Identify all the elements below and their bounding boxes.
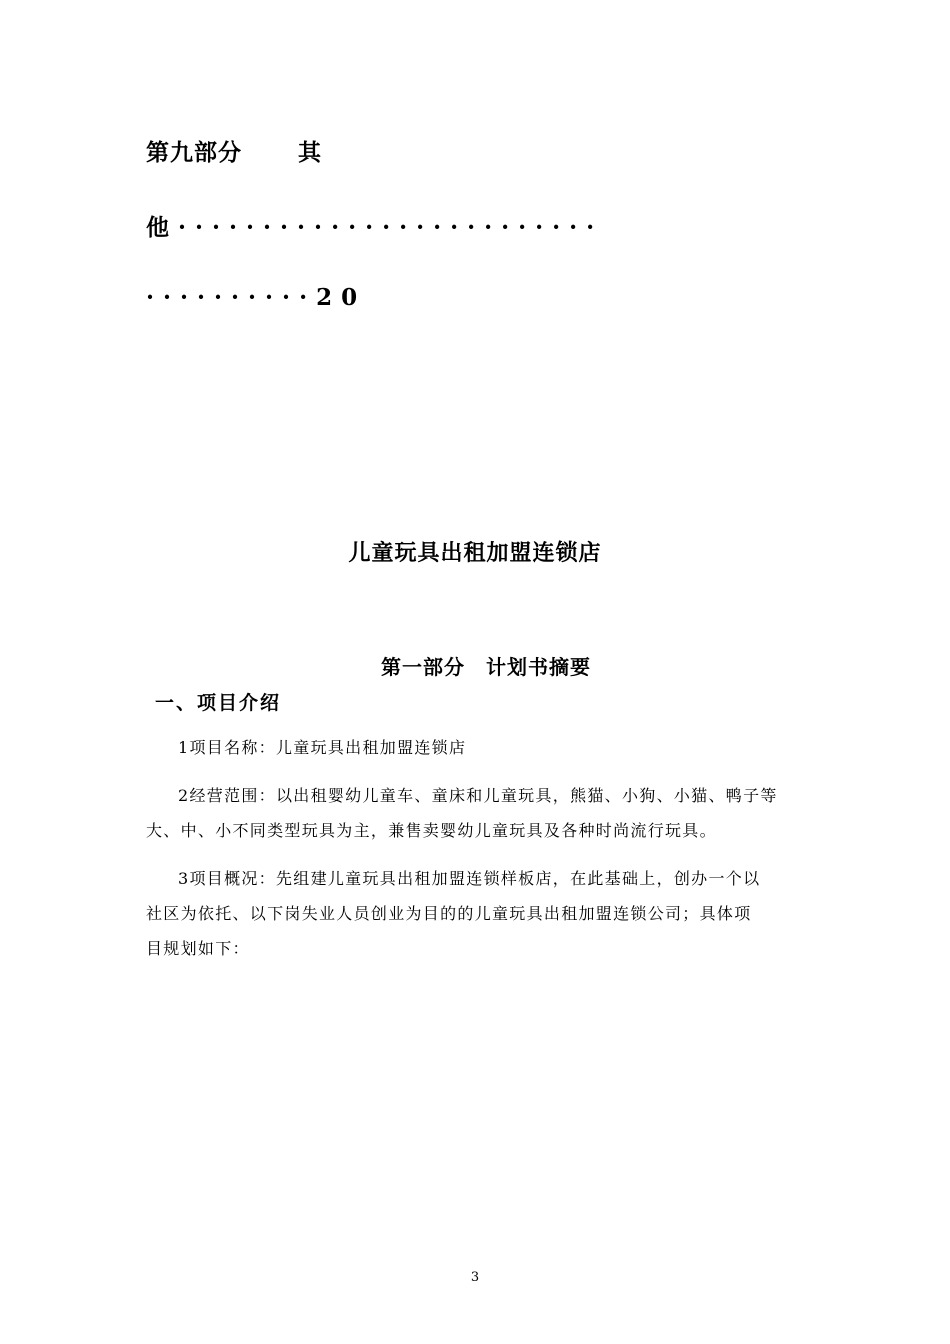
paragraph-item-2-line-1: 2经营范围：以出租婴幼儿童车、童床和儿童玩具，熊猫、小狗、小猫、鸭子等 [178, 786, 778, 805]
paragraph-item-1: 1项目名称：儿童玩具出租加盟连锁店 [178, 738, 467, 757]
toc-leader-line: 他························· [146, 214, 604, 241]
document-title: 儿童玩具出租加盟连锁店 [348, 540, 602, 566]
part-title: 第一部分 计划书摘要 [381, 655, 591, 679]
paragraph-item-2-line-2: 大、中、小不同类型玩具为主，兼售卖婴幼儿童玩具及各种时尚流行玩具。 [146, 821, 717, 840]
paragraph-item-3-line-1: 3项目概况：先组建儿童玩具出租加盟连锁样板店，在此基础上，创办一个以 [178, 869, 761, 888]
paragraph-item-3-line-2: 社区为依托、以下岗失业人员创业为目的的儿童玩具出租加盟连锁公司；具体项 [146, 904, 752, 923]
section-heading: 一、项目介绍 [155, 692, 282, 714]
paragraph-item-3-line-3: 目规划如下： [146, 939, 250, 958]
toc-entry-label: 第九部分 [146, 139, 242, 166]
toc-page-ref: ··········20 [146, 284, 367, 311]
toc-entry-title: 其 [298, 139, 322, 166]
page-number: 3 [470, 1270, 480, 1285]
